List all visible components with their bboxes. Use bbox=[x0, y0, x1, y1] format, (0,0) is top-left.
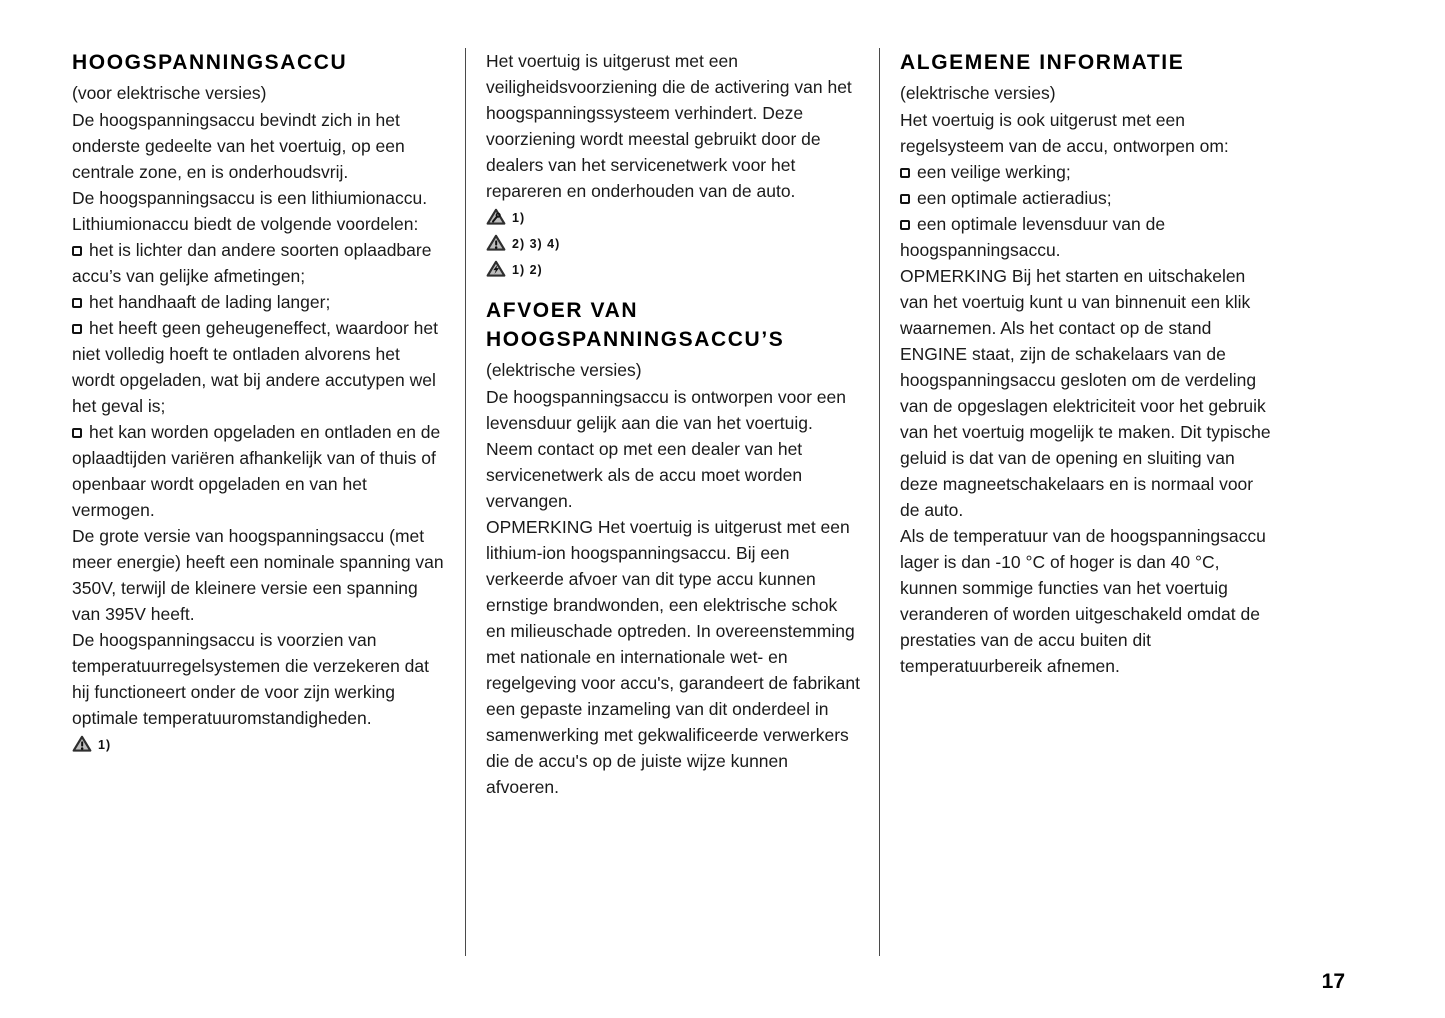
footnote-row bbox=[486, 256, 860, 282]
service-warning-icon bbox=[486, 207, 506, 226]
paragraph: Lithiumionaccu biedt de volgende voordelen: bbox=[72, 214, 419, 234]
bullet-text: het kan worden opgeladen en ontladen en de oplaadtijden variëren afhankelijk van of thuis of openbaar wordt opgeladen en van het vermogen. bbox=[72, 422, 441, 520]
paragraph: OPMERKING Het voertuig is uitgerust met een lithium-ion hoogspanningsaccu. Bij een verkeerde afvoer van dit type accu kunnen ernstige brandwonden, een elektrische schok en milieuschade optreden. In overeenstemming met nationale en internationale wet- en regelgeving voor accu's, garandeert de fabrikant een gepaste inzameling van dit onderdeel in samenwerking met gekwalificeerde verwerkers die de accu's op de juiste wijze kunnen afvoeren. bbox=[486, 517, 860, 797]
bullet-text: het is lichter dan andere soorten oplaadbare accu’s van gelijke afmetingen; bbox=[72, 240, 432, 286]
section-heading-hoogspanningsaccu: HOOGSPANNINGSACCU bbox=[72, 51, 348, 74]
section-heading-afvoer: AFVOER VAN HOOGSPANNINGSACCU’S bbox=[486, 299, 785, 351]
paragraph: De hoogspanningsaccu is ontworpen voor een levensduur gelijk aan die van het voertuig. Neem contact op met een dealer van het servicenetwerk als de accu moet worden vervangen. bbox=[486, 387, 846, 511]
column-middle bbox=[486, 48, 860, 800]
square-bullet-icon bbox=[900, 168, 910, 178]
footnote-ref: 1) bbox=[512, 210, 526, 225]
paragraph: Het voertuig is uitgerust met een veiligheidsvoorziening die de activering van het hoogspanningssysteem verhindert. Deze voorziening wordt meestal gebruikt door de dealers van het servicenetwerk voor het repareren en onderhouden van de auto. bbox=[486, 51, 852, 201]
square-bullet-icon bbox=[72, 298, 82, 308]
general-warning-icon bbox=[486, 233, 506, 252]
paragraph: De hoogspanningsaccu is voorzien van temperatuurregelsystemen die verzekeren dat hij functioneert onder de voor zijn werking optimale temperatuuromstandigheden. bbox=[72, 630, 429, 728]
square-bullet-icon bbox=[900, 194, 910, 204]
bullet-text: het handhaaft de lading langer; bbox=[89, 292, 331, 312]
paragraph: OPMERKING Bij het starten en uitschakelen van het voertuig kunt u van binnenuit een klik waarnemen. Als het contact op de stand ENGINE staat, zijn de schakelaars van de hoogspanningsaccu gesloten om de verdeling van de opgeslagen elektriciteit voor het gebruik van het voertuig mogelijk te maken. Dit typische geluid is dat van de opening en sluiting van deze magneetschakelaars en is normaal voor de auto. bbox=[900, 266, 1271, 520]
footnote-ref: 2) 3) 4) bbox=[512, 236, 561, 251]
bullet-item bbox=[72, 419, 446, 523]
page-number: 17 bbox=[1321, 970, 1345, 993]
bullet-item bbox=[72, 237, 446, 289]
section-subheading: (voor elektrische versies) bbox=[72, 83, 267, 103]
column-divider bbox=[465, 48, 466, 956]
bullet-text: een optimale levensduur van de hoogspanningsaccu. bbox=[900, 214, 1166, 260]
section-subheading: (elektrische versies) bbox=[900, 83, 1056, 103]
section-heading-algemene-informatie: ALGEMENE INFORMATIE bbox=[900, 51, 1185, 74]
column-divider bbox=[879, 48, 880, 956]
square-bullet-icon bbox=[900, 220, 910, 230]
bullet-item bbox=[72, 315, 446, 419]
bullet-text: het heeft geen geheugeneffect, waardoor het niet volledig hoeft te ontladen alvorens het wordt opgeladen, wat bij andere accutypen wel het geval is; bbox=[72, 318, 438, 416]
bullet-text: een veilige werking; bbox=[917, 162, 1071, 182]
section-subheading: (elektrische versies) bbox=[486, 360, 642, 380]
footnote-row bbox=[486, 230, 860, 256]
column-right bbox=[900, 48, 1274, 679]
bullet-item bbox=[72, 289, 446, 315]
paragraph: De grote versie van hoogspanningsaccu (met meer energie) heeft een nominale spanning van 350V, terwijl de kleinere versie een spanning van 395V heeft. bbox=[72, 526, 444, 624]
paragraph: De hoogspanningsaccu is een lithiumionaccu. bbox=[72, 188, 428, 208]
electric-shock-warning-icon bbox=[486, 259, 506, 278]
bullet-item bbox=[900, 159, 1274, 185]
footnote-row bbox=[72, 731, 446, 757]
square-bullet-icon bbox=[72, 428, 82, 438]
square-bullet-icon bbox=[72, 324, 82, 334]
column-left bbox=[72, 48, 446, 757]
footnote-ref: 1) 2) bbox=[512, 262, 543, 277]
footnote-row bbox=[486, 204, 860, 230]
bullet-text: een optimale actieradius; bbox=[917, 188, 1112, 208]
paragraph: Als de temperatuur van de hoogspanningsaccu lager is dan -10 °C of hoger is dan 40 °C, kunnen sommige functies van het voertuig veranderen of worden uitgeschakeld omdat de prestaties van de accu buiten dit temperatuurbereik afnemen. bbox=[900, 526, 1266, 676]
square-bullet-icon bbox=[72, 246, 82, 256]
general-warning-icon bbox=[72, 734, 92, 753]
paragraph: De hoogspanningsaccu bevindt zich in het onderste gedeelte van het voertuig, op een centrale zone, en is onderhoudsvrij. bbox=[72, 110, 405, 182]
footnote-ref: 1) bbox=[98, 737, 112, 752]
bullet-item bbox=[900, 185, 1274, 211]
paragraph: Het voertuig is ook uitgerust met een regelsysteem van de accu, ontworpen om: bbox=[900, 110, 1229, 156]
bullet-item bbox=[900, 211, 1274, 263]
